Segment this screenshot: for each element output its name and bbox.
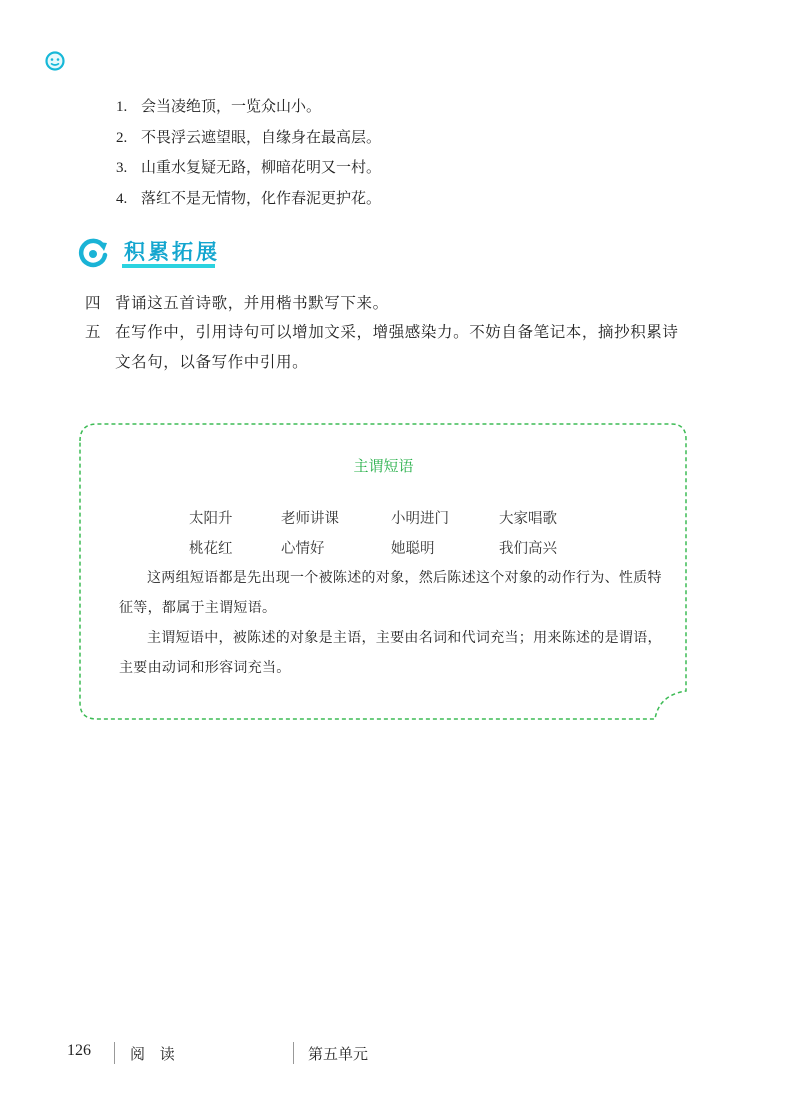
list-item [116,92,381,123]
phrase: 大家唱歌 [499,511,557,527]
section-underline [122,264,215,268]
exercise-number: 五 [85,323,102,341]
phrase: 老师讲课 [281,511,339,527]
box-title: 主谓短语 [353,457,414,475]
knowledge-box [79,423,688,721]
section-header [76,232,226,272]
footer-divider [293,1042,294,1064]
poem-lines-list [116,92,381,214]
footer-divider [114,1042,115,1064]
phrase: 太阳升 [189,511,233,527]
phrase: 心情好 [281,541,325,557]
unit-label: 第五单元 [308,1045,369,1063]
item-number: 4. [116,190,128,207]
phrase: 桃花红 [189,541,233,557]
item-number: 2. [116,129,128,146]
smiley-face-icon [45,51,65,71]
list-item [116,184,381,215]
exercise-text: 背诵这五首诗歌，并用楷书默写下来。 [115,294,389,312]
item-number: 1. [116,99,128,115]
list-item [116,123,381,154]
phrase: 小明进门 [391,511,449,527]
exercise-text: 在写作中，引用诗句可以增加文采，增强感染力。不妨自备笔记本，摘抄积累诗文名句，以备写作中引用。 [115,323,679,371]
exercise-number: 四 [85,294,102,312]
item-text: 落红不是无情物，化作春泥更护花。 [141,188,382,207]
section-title: 积累拓展 [124,240,220,264]
phrase: 她聪明 [391,541,435,557]
phrase: 我们高兴 [499,541,557,557]
refresh-arrow-icon [76,236,110,270]
list-item [116,153,381,184]
book-title: 阅 读 [130,1045,180,1063]
item-text: 山重水复疑无路，柳暗花明又一村。 [141,158,382,176]
page-number: 126 [67,1042,91,1059]
item-number: 3. [116,160,128,176]
item-text: 会当凌绝顶，一览众山小。 [141,97,322,115]
explanation-paragraph: 主谓短语中，被陈述的对象是主语，主要由名词和代词充当；用来陈述的是谓语，主要由动词和形容词充当。 [119,630,662,676]
explanation-paragraph: 这两组短语都是先出现一个被陈述的对象，然后陈述这个对象的动作行为、性质特征等，都属于主谓短语。 [119,570,662,616]
item-text: 不畏浮云遮望眼，自缘身在最高层。 [141,127,382,146]
